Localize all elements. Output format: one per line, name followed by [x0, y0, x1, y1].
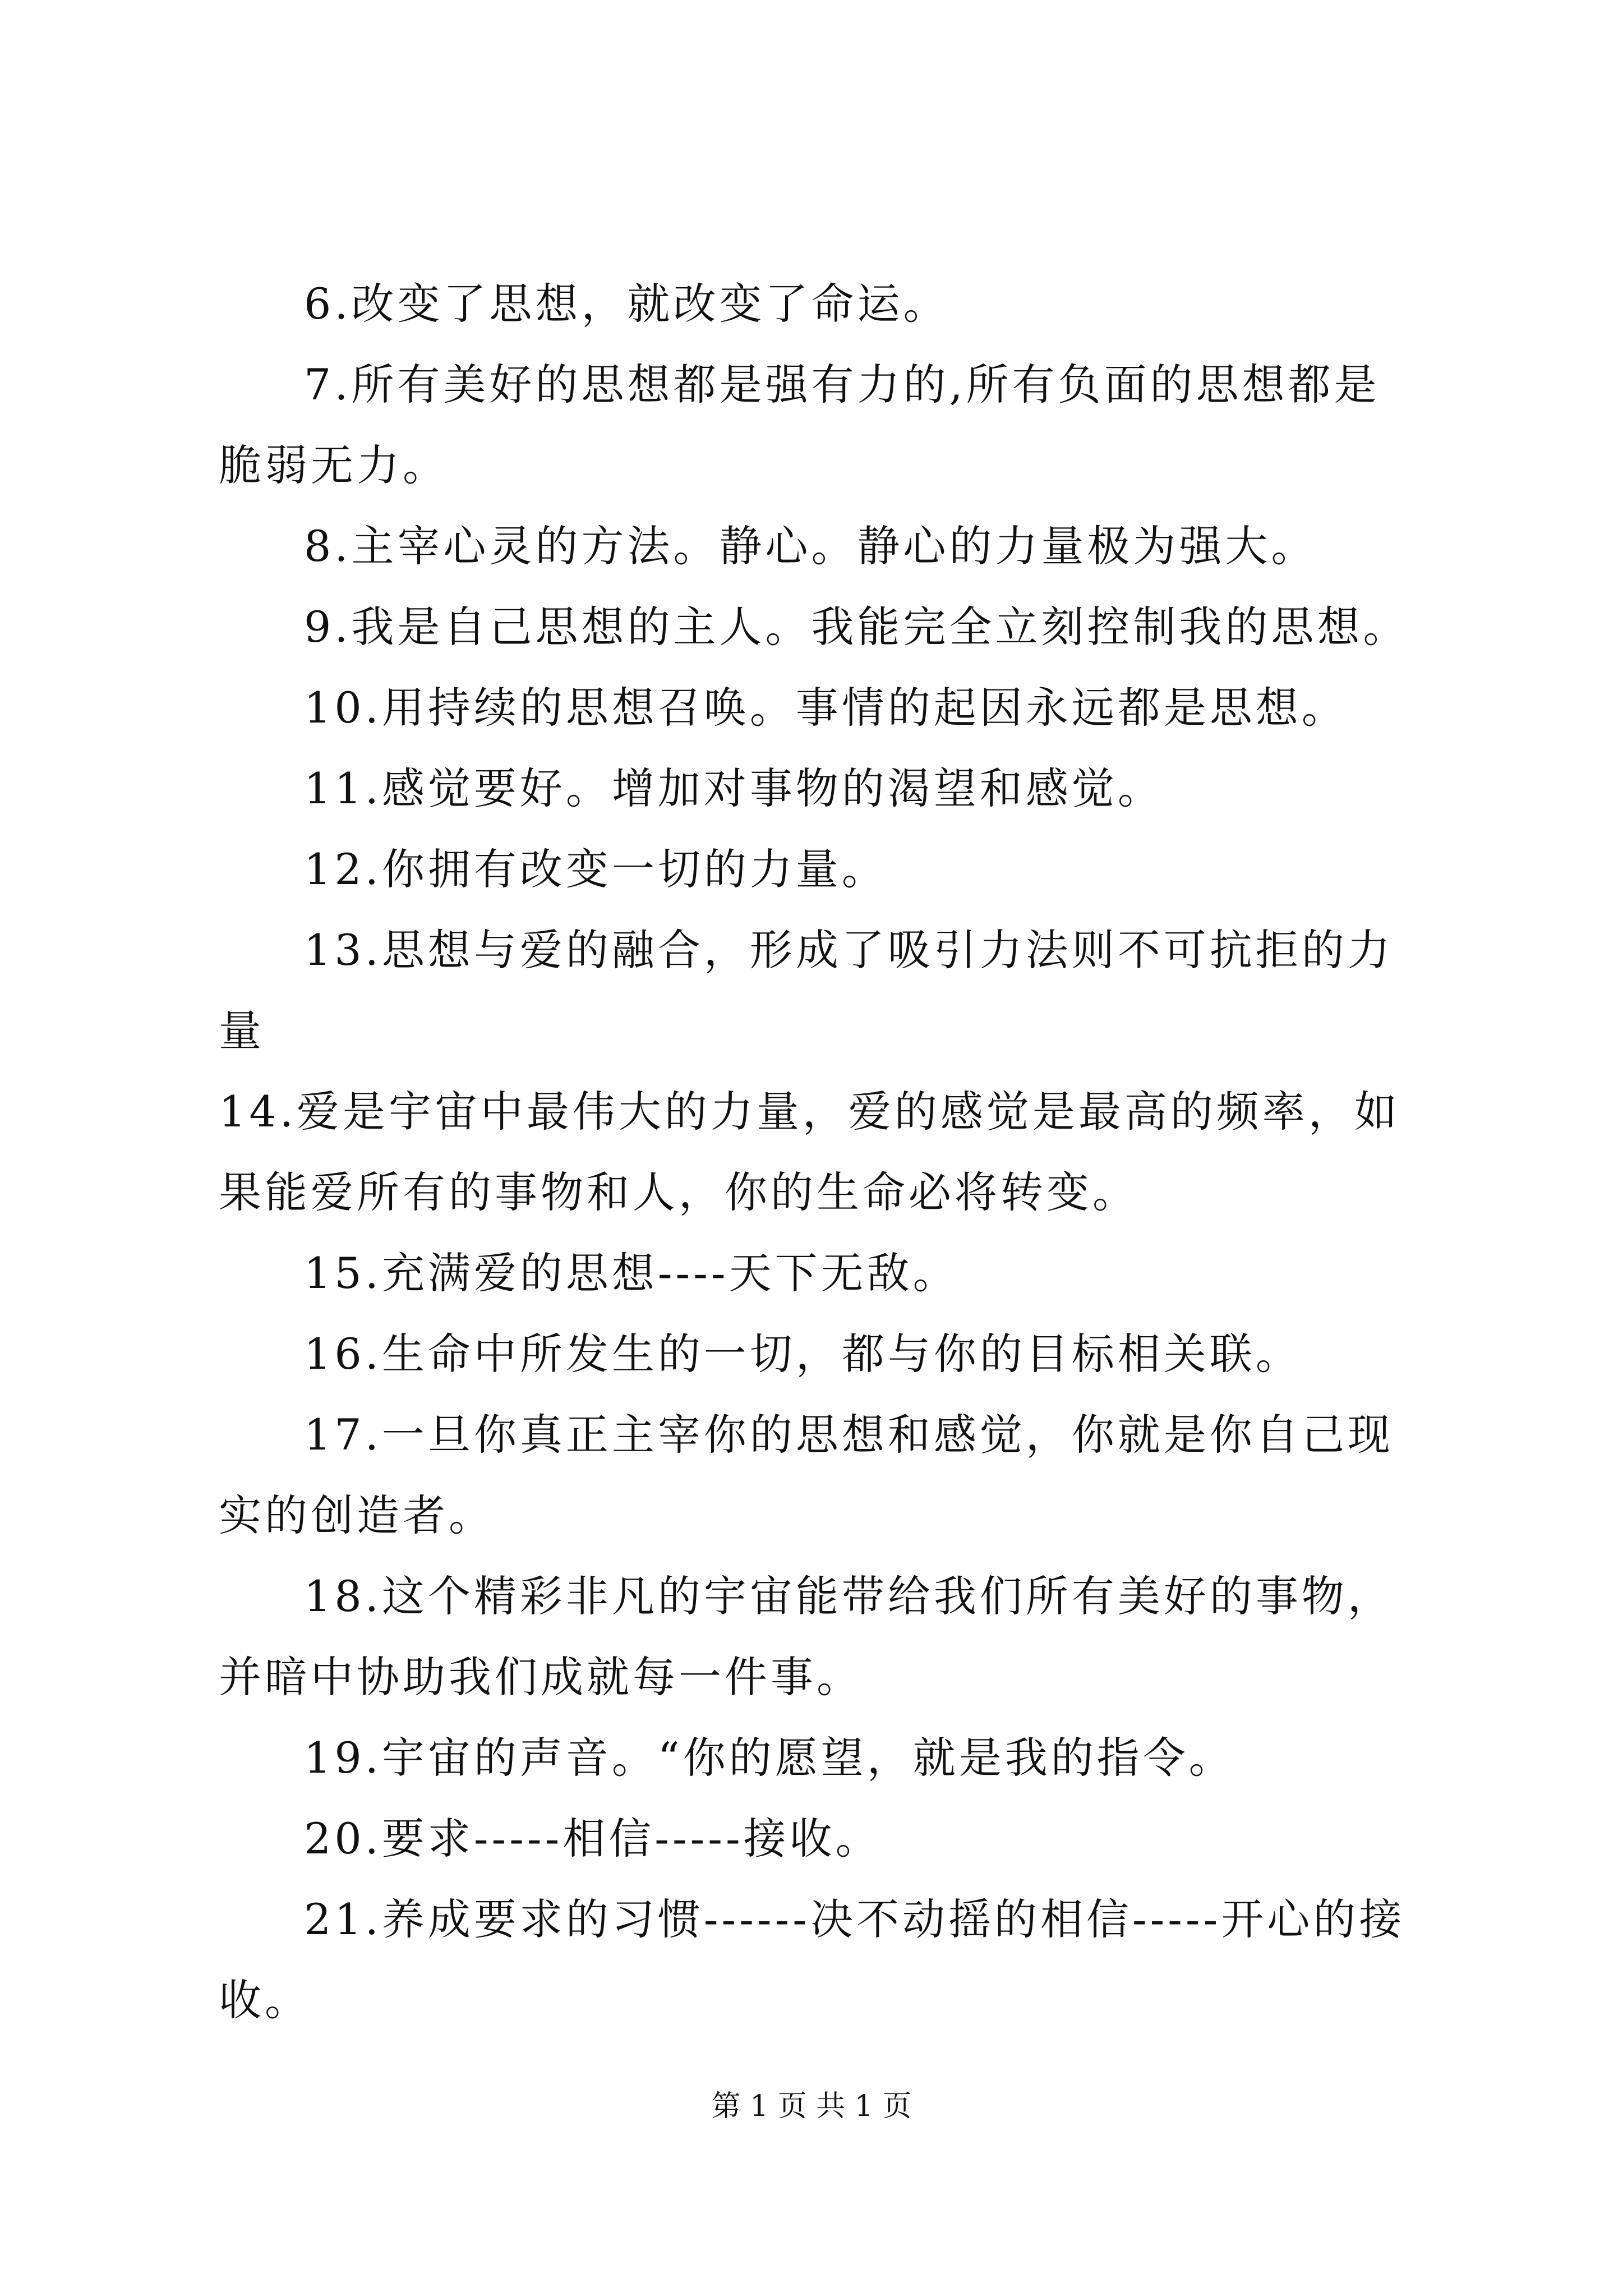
paragraph-9: 9.我是自己思想的主人。我能完全立刻控制我的思想。 [304, 602, 1409, 652]
paragraph-15: 15.充满爱的思想----天下无敌。 [304, 1248, 959, 1298]
page-footer: 第 1 页 共 1 页 [711, 2090, 912, 2123]
paragraph-16: 16.生命中所发生的一切，都与你的目标相关联。 [304, 1329, 1302, 1379]
paragraph-13: 13.思想与爱的融合，形成了吸引力法则不可抗拒的力量 [219, 925, 1394, 1056]
paragraph-19: 19.宇宙的声音。“你的愿望，就是我的指令。 [304, 1733, 1235, 1783]
document-body [219, 264, 1424, 2041]
paragraph-7: 7.所有美好的思想都是强有力的,所有负面的思想都是脆弱无力。 [219, 360, 1380, 490]
paragraph-17: 17.一旦你真正主宰你的思想和感觉，你就是你自己现实的创造者。 [219, 1410, 1394, 1540]
paragraph-10: 10.用持续的思想召唤。事情的起因永远都是思想。 [304, 683, 1348, 733]
paragraph-11: 11.感觉要好。增加对事物的渴望和感觉。 [304, 763, 1164, 813]
paragraph-18: 18.这个精彩非凡的宇宙能带给我们所有美好的事物，并暗中协助我们成就每一件事。 [219, 1571, 1394, 1702]
paragraph-21: 21.养成要求的习惯------决不动摇的相信-----开心的接收。 [219, 1894, 1405, 2025]
paragraph-20: 20.要求-----相信-----接收。 [304, 1814, 882, 1864]
paragraph-14: 14.爱是宇宙中最伟大的力量，爱的感觉是最高的频率，如果能爱所有的事物和人，你的生命必将转变。 [219, 1087, 1400, 1217]
paragraph-12: 12.你拥有改变一切的力量。 [304, 844, 888, 894]
paragraph-8: 8.主宰心灵的方法。静心。静心的力量极为强大。 [304, 521, 1317, 571]
paragraph-6: 6.改变了思想，就改变了命运。 [304, 279, 949, 329]
